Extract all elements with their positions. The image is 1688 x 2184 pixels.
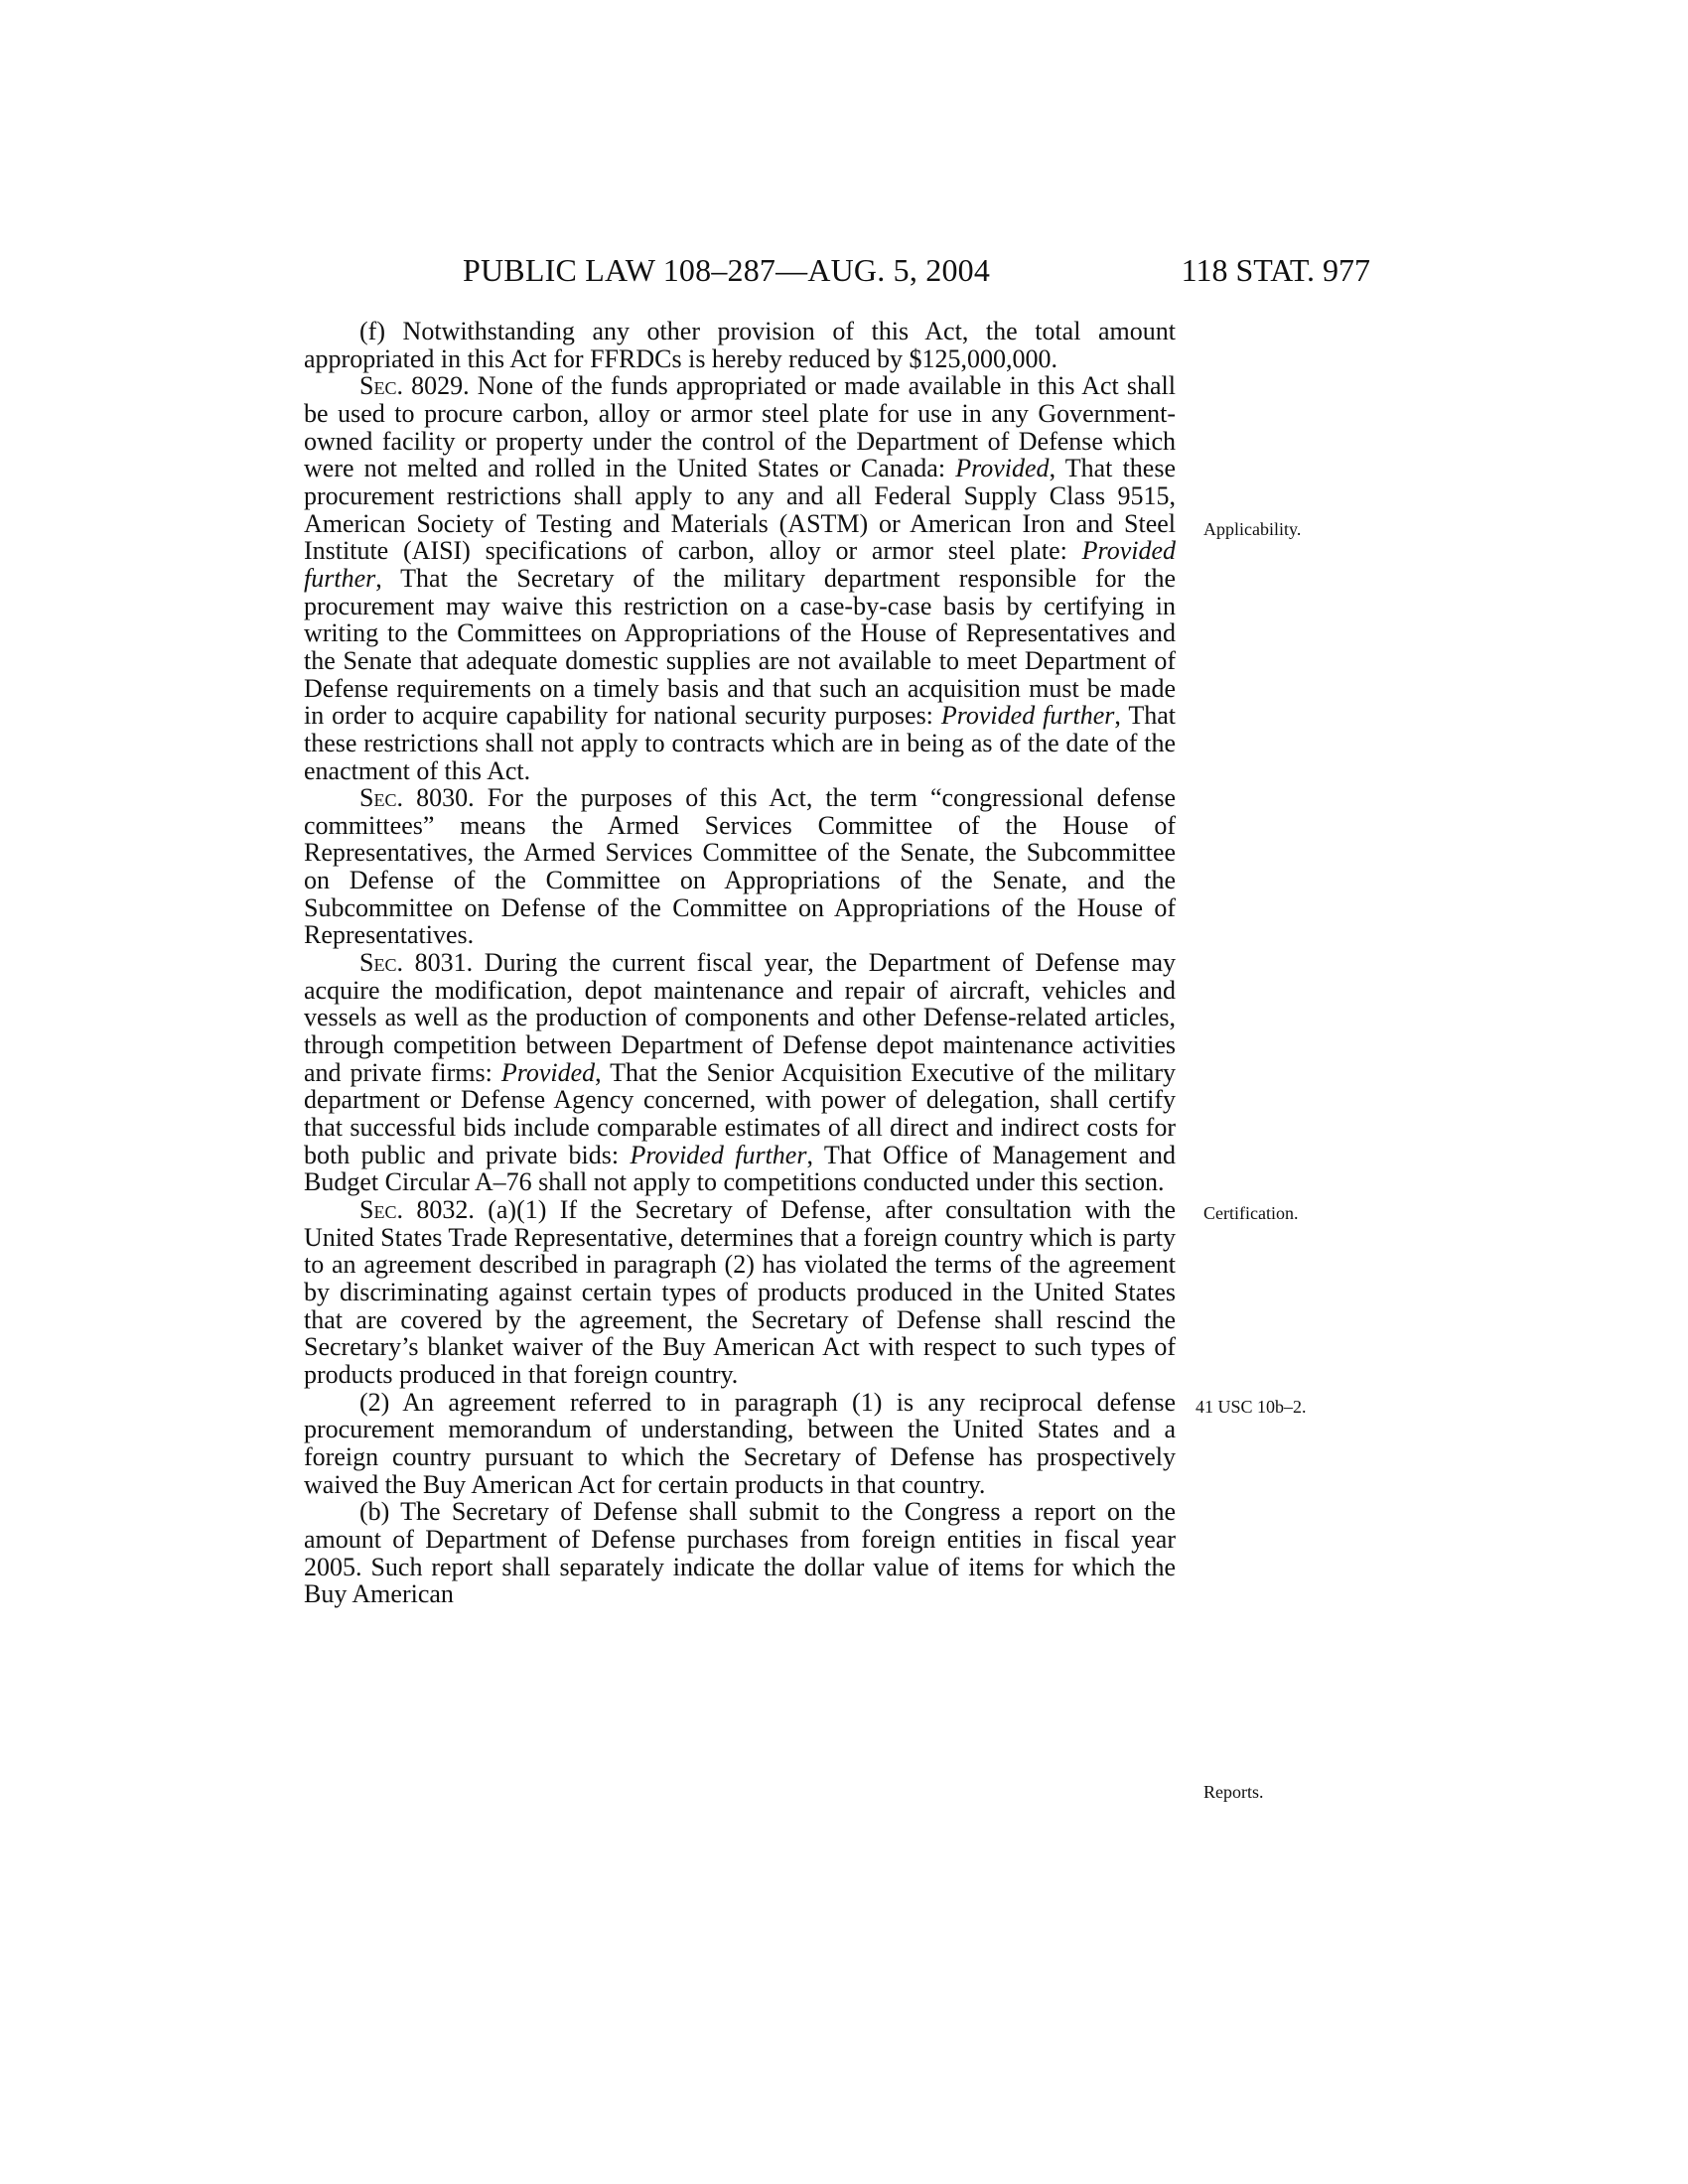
proviso: Provided further <box>940 701 1115 731</box>
section-prefix: S <box>359 371 374 401</box>
stat-page-number: 118 STAT. 977 <box>1181 252 1370 288</box>
section-label: ec <box>373 371 397 401</box>
section-8032 <box>304 1196 1176 1389</box>
section-8029 <box>304 372 1176 784</box>
paragraph-a-2-agreement: (2) An agreement referred to in paragraph (1) is any reciprocal defense procurement memorandum of understanding, between the United States and a foreign country pursuant to which the Secretary of Defense has prospectively waived the Buy American Act for certain products in that country. <box>304 1387 1176 1499</box>
section-text: , That Office of Management and Budget Circular A–76 shall not apply to competitions conducted under this section. <box>304 1140 1176 1197</box>
section-text: None of the funds appropriated or made available in this Act shall be used to procure carbon, alloy or armor steel plate for use in any Government-owned facility or property under the control of the Department of Defense which were not melted and rolled in the United States or Canada: <box>304 371 1176 483</box>
section-text: (a)(1) If the Secretary of Defense, after consultation with the United States Trade Representative, determines that a foreign country which is party to an agreement described in paragraph (2) has violated the terms of the agreement by discriminating against certain types of products produced in the United States that are covered by the agreement, the Secretary of Defense shall rescind the Secretary’s blanket waiver of the Buy American Act with respect to such types of products produced in that foreign country. <box>304 1195 1176 1389</box>
running-head <box>463 250 1370 290</box>
section-8031 <box>304 949 1176 1196</box>
proviso: Provided <box>955 454 1050 483</box>
section-text: For the purposes of this Act, the term “congressional defense committees” means the Armed Services Committee of the House of Representatives, the Armed Services Committee of the Senate, the Subcommittee on Defense of the Committee on Appropriations of the Senate, and the Subcommittee on Defense of the Committee on Appropriations of the House of Representatives. <box>304 783 1177 950</box>
section-number: . 8031. <box>396 948 474 978</box>
body-text <box>304 318 1176 1608</box>
margin-note-applicability: Applicability. <box>1203 519 1302 539</box>
paragraph-f-ffrdc-reduction: (f) Notwithstanding any other provision of this Act, the total amount appropriated in this Act for FFRDCs is hereby reduced by $125,000,000. <box>304 317 1176 373</box>
paragraph-b-report: (b) The Secretary of Defense shall submit to the Congress a report on the amount of Department of Defense purchases from foreign entities in fiscal year 2005. Such report shall separately indicate the dollar value of items for which the Buy American <box>304 1497 1176 1609</box>
section-8030 <box>304 784 1176 949</box>
section-number: . 8029. <box>396 371 470 401</box>
section-label: ec <box>373 783 397 813</box>
section-label: ec <box>373 1195 397 1224</box>
margin-note-reports: Reports. <box>1203 1782 1264 1802</box>
section-prefix: S <box>359 948 374 978</box>
section-text: , That the Secretary of the military department responsible for the procurement may waive this restriction on a case-by-case basis by certifying in writing to the Committees on Appropriations of the House of Representatives and the Senate that adequate domestic supplies are not available to meet Department of Defense requirements on a timely basis and that such an acquisition must be made in order to acquire capability for national security purposes: <box>304 563 1176 731</box>
section-label: ec <box>373 948 397 978</box>
proviso: Provided further <box>630 1140 807 1169</box>
section-number: . 8032. <box>396 1195 475 1224</box>
proviso: Provided <box>500 1057 596 1087</box>
margin-note-certification: Certification. <box>1203 1203 1299 1223</box>
section-prefix: S <box>359 1195 374 1224</box>
section-prefix: S <box>359 783 374 813</box>
proviso: Provided further <box>304 536 1176 593</box>
section-text: , That these procurement restrictions shall apply to any and all Federal Supply Class 9515, American Society of Testing and Materials (ASTM) or American Iron and Steel Institute (AISI) specifications of carbon, alloy or armor steel plate: <box>304 454 1176 566</box>
section-text: , That these restrictions shall not apply to contracts which are in being as of the date of the enactment of this Act. <box>304 701 1176 785</box>
margin-note-usc-citation: 41 USC 10b–2. <box>1196 1397 1307 1417</box>
section-text: , That the Senior Acquisition Executive of the military department or Defense Agency concerned, with power of delegation, shall certify that successful bids include comparable estimates of all direct and indirect costs for both public and private bids: <box>304 1057 1176 1169</box>
section-number: . 8030. <box>396 783 475 813</box>
public-law-title: PUBLIC LAW 108–287—AUG. 5, 2004 <box>463 252 991 288</box>
section-text: During the current fiscal year, the Department of Defense may acquire the modification, depot maintenance and repair of aircraft, vehicles and vessels as well as the production of components and other Defense-related articles, through competition between Department of Defense depot maintenance activities and private firms: <box>304 948 1176 1087</box>
